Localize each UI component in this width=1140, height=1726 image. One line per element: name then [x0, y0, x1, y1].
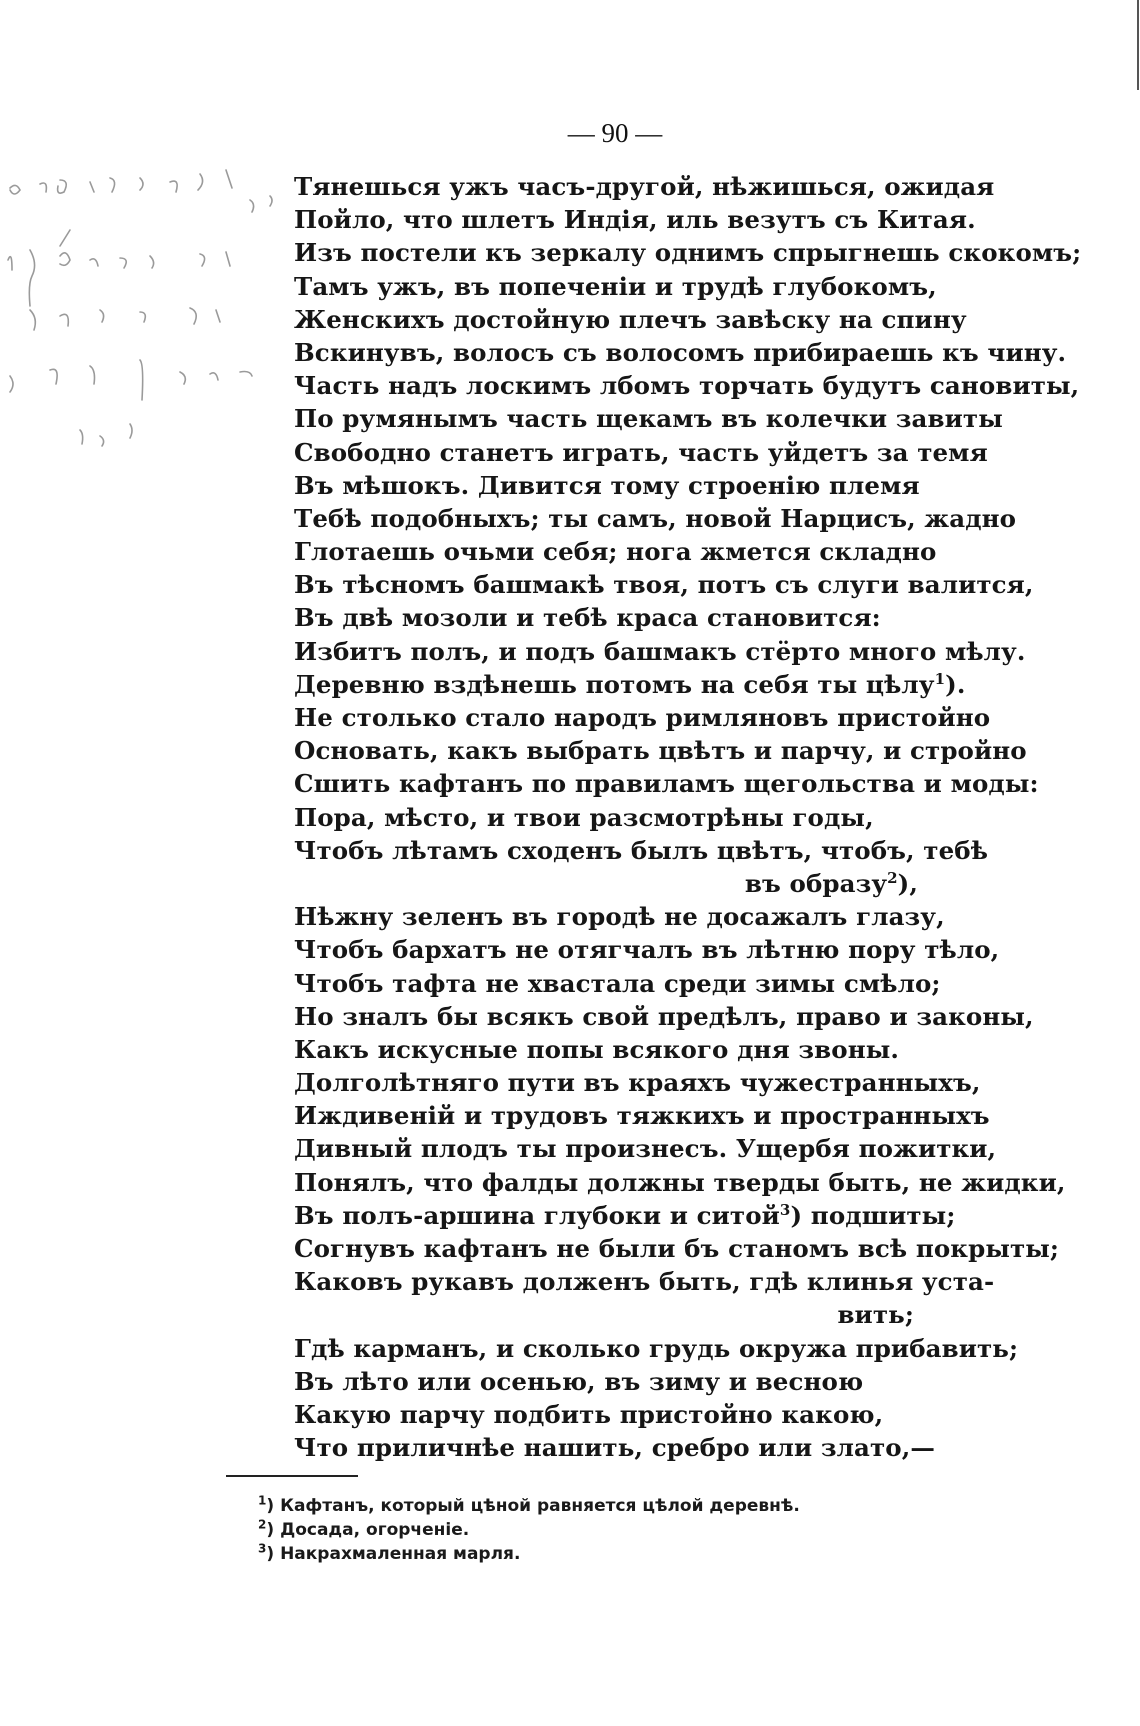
poem-line: [294, 734, 1027, 767]
poem-line: [294, 668, 966, 701]
poem-line-text: Вскинувъ, волосъ съ волосомъ прибираешь къ чину.: [294, 337, 1067, 367]
poem-line: [294, 270, 954, 303]
poem-line-text: Какъ искусные попы всякого дня звоны.: [294, 1034, 900, 1064]
poem-line: [294, 1332, 1019, 1365]
poem-line-tail: ) подшиты;: [790, 1200, 956, 1230]
poem-line-text: По румянымъ часть щекамъ въ колечки завиты: [294, 404, 1003, 434]
footnote-reference: 3: [779, 1200, 791, 1219]
poem-line-text: Глотаешь очьми себя; нога жмется складно: [294, 537, 937, 567]
footnote-separator: [226, 1475, 358, 1477]
poem-line: [294, 1232, 1060, 1265]
poem-line-text: Избитъ полъ, и подъ башмакъ стёрто много мѣлу.: [294, 636, 1026, 666]
poem-line-tail: ).: [945, 669, 966, 699]
footnotes: [258, 1494, 958, 1566]
poem-line-text: Тамъ ужъ, въ попеченіи и трудѣ глубокомъ,: [294, 271, 937, 301]
poem-line-text: Въ двѣ мозоли и тебѣ краса становится:: [294, 603, 881, 633]
poem-line-text: Иждивеній и трудовъ тяжкихъ и пространныхъ: [294, 1101, 990, 1131]
poem-line-text: Долголѣтняго пути въ краяхъ чужестранныхъ,: [294, 1068, 981, 1098]
footnote-marker: 2: [258, 1517, 267, 1532]
poem-line: [294, 767, 1039, 800]
poem-line-text: Свободно станетъ играть, часть уйдетъ за темя: [294, 437, 988, 467]
poem-line-text: Чтобъ лѣтамъ сходенъ былъ цвѣтъ, чтобъ, тебѣ: [294, 835, 989, 865]
poem-line-text: Дивный плодъ ты произнесъ. Ущербя пожитки,: [294, 1134, 997, 1164]
poem-line-text: Чтобъ бархатъ не отягчалъ въ лѣтню пору тѣло,: [294, 935, 1000, 965]
poem-text: [294, 170, 1082, 1464]
poem-line: [294, 701, 991, 734]
poem-line: [294, 436, 988, 469]
poem-line-text: Каковъ рукавъ долженъ быть, гдѣ клинья уста-: [294, 1267, 995, 1297]
footnote-marker: 3: [258, 1541, 267, 1556]
poem-line-text: вить;: [837, 1300, 914, 1330]
poem-line: [294, 236, 1082, 269]
poem-line-text: Тянешься ужъ часъ-другой, нѣжишься, ожидая: [294, 172, 995, 201]
poem-line: [294, 336, 1067, 369]
poem-line-text: Понялъ, что фалды должны тверды быть, не жидки,: [294, 1167, 1066, 1197]
poem-line: [294, 1000, 1034, 1033]
poem-line: [294, 402, 1003, 435]
poem-line-text: Часть надъ лоскимъ лбомъ торчать будутъ сановиты,: [294, 371, 1080, 401]
poem-line: [294, 635, 1026, 668]
poem-line-text: Женскихъ достойную плечъ завѣску на спину: [294, 304, 967, 334]
poem-line-text: Тебѣ подобныхъ; ты самъ, новой Нарцисъ, жадно: [294, 503, 1017, 533]
poem-line: [294, 568, 1034, 601]
footnote: [258, 1494, 958, 1518]
poem-line-text: Сшить кафтанъ по правиламъ щегольства и моды:: [294, 769, 1039, 799]
poem-line: [294, 967, 954, 1000]
poem-line: [294, 1298, 954, 1331]
poem-line: [294, 1265, 995, 1298]
poem-line-text: Не столько стало народъ римляновъ пристойно: [294, 703, 991, 732]
poem-line: [294, 369, 1080, 402]
footnote-text: Накрахмаленная марля.: [280, 1544, 521, 1564]
poem-line: [294, 900, 954, 933]
poem-line-text: Пойло, что шлетъ Индія, иль везутъ съ Китая.: [294, 205, 976, 235]
poem-line-text: Гдѣ карманъ, и сколько грудь окружа прибавить;: [294, 1333, 1019, 1363]
footnote-reference: 2: [887, 868, 898, 887]
footnote-text: Кафтанъ, который цѣной равняется цѣлой деревнѣ.: [280, 1496, 800, 1516]
poem-line-text: Изъ постели къ зеркалу однимъ спрыгнешь скокомъ;: [294, 238, 1082, 268]
poem-line-text: Какую парчу подбить пристойно какою,: [294, 1399, 884, 1429]
poem-line-tail: ),: [897, 868, 918, 898]
footnote: [258, 1542, 958, 1566]
poem-line: [294, 1066, 981, 1099]
poem-line: [294, 1033, 954, 1066]
poem-line: [294, 1132, 997, 1165]
poem-line: [294, 469, 954, 502]
poem-line: [294, 1166, 1066, 1199]
poem-line: [294, 203, 976, 236]
footnote-paren: ): [266, 1520, 281, 1540]
handwritten-margin-notes: [0, 160, 290, 500]
poem-line-text: Въ мѣшокъ. Дивится тому строенію племя: [294, 470, 920, 500]
poem-line: [294, 535, 954, 568]
page-number: — 90 —: [567, 118, 663, 148]
poem-line: [294, 867, 954, 900]
footnote-marker: 1: [258, 1493, 267, 1508]
poem-line: [294, 1199, 954, 1232]
footnote: [258, 1518, 958, 1542]
poem-line-text: Въ тѣсномъ башмакѣ твоя, потъ съ слуги валится,: [294, 570, 1034, 600]
poem-line: [294, 1398, 954, 1431]
poem-line-text: Нѣжну зеленъ въ городѣ не досажалъ глазу,: [294, 902, 945, 932]
poem-line: [294, 1431, 954, 1464]
poem-line-text: Пора, мѣсто, и твои разсмотрѣны годы,: [294, 802, 874, 832]
poem-line-text: Деревню вздѣнешь потомъ на себя ты цѣлу: [294, 669, 935, 699]
footnote-paren: ): [266, 1544, 281, 1564]
poem-line: [294, 933, 1000, 966]
page-edge-mark: [1134, 0, 1140, 90]
poem-line-text: въ образу: [744, 868, 888, 898]
poem-line-text: Въ полъ-аршина глубоки и ситой: [294, 1200, 780, 1230]
poem-line-text: Чтобъ тафта не хвастала среди зимы смѣло;: [294, 968, 941, 998]
poem-line: [294, 1099, 990, 1132]
footnote-text: Досада, огорченіе.: [280, 1520, 470, 1540]
poem-line: [294, 303, 967, 336]
poem-line: [294, 801, 954, 834]
poem-line: [294, 1365, 954, 1398]
poem-line-text: Основать, какъ выбрать цвѣтъ и парчу, и стройно: [294, 736, 1027, 766]
poem-line: [294, 170, 995, 203]
poem-line-text: Въ лѣто или осенью, въ зиму и весною: [294, 1366, 864, 1396]
poem-line: [294, 834, 989, 867]
poem-line-text: Но зналъ бы всякъ свой предѣлъ, право и законы,: [294, 1001, 1034, 1031]
footnote-paren: ): [266, 1496, 281, 1516]
footnote-reference: 1: [934, 669, 946, 688]
poem-line-text: Согнувъ кафтанъ не были бъ станомъ всѣ покрыты;: [294, 1234, 1060, 1263]
poem-line: [294, 502, 1017, 535]
poem-line-text: Что приличнѣе нашить, сребро или злато,—: [294, 1433, 935, 1463]
poem-line: [294, 601, 954, 634]
